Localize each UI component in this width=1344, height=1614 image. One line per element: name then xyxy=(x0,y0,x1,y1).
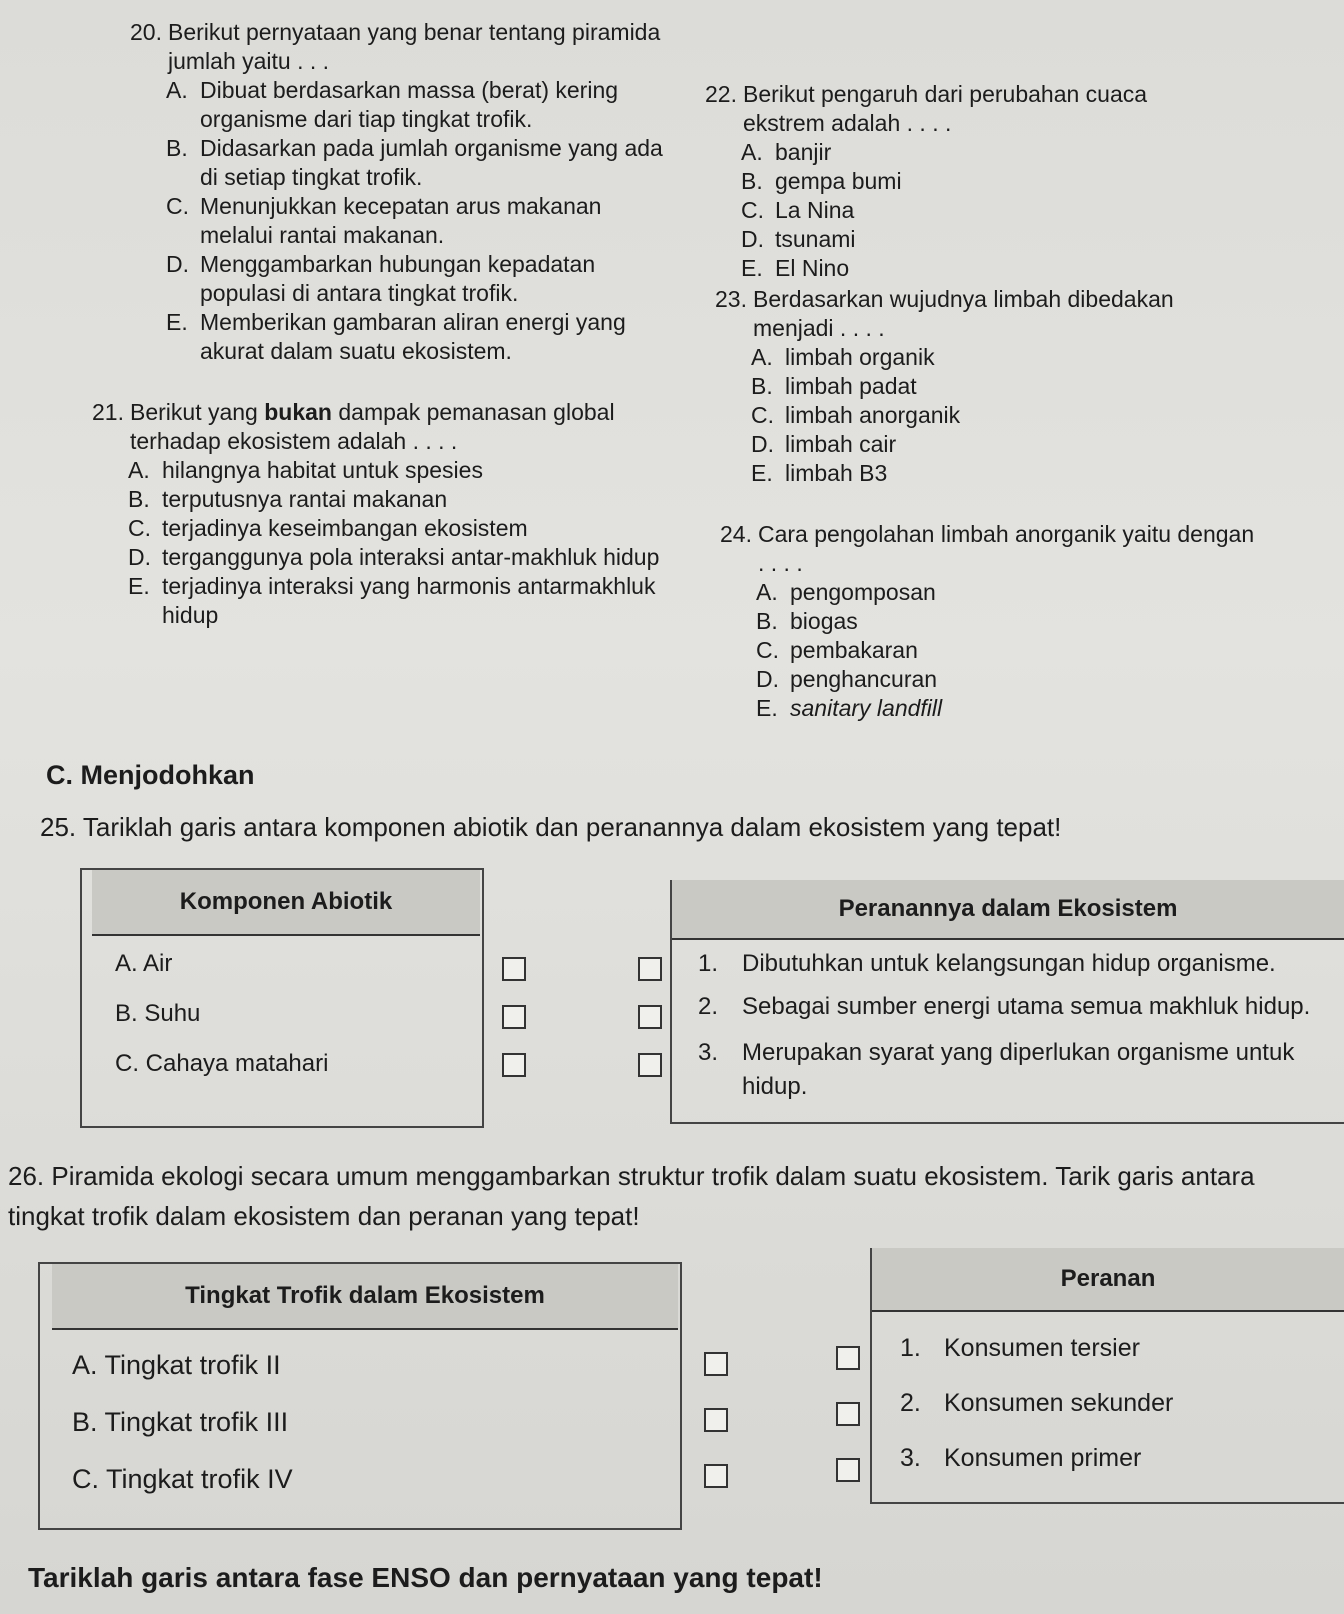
option-b[interactable] xyxy=(756,607,1260,636)
q26-left-item: A. Tingkat trofik II xyxy=(72,1350,281,1380)
option-text: Memberikan gambaran aliran energi yang akurat dalam suatu ekosistem. xyxy=(200,309,626,364)
option-text: pengomposan xyxy=(790,579,936,605)
match-dot-left-c[interactable] xyxy=(502,1053,526,1077)
option-text: pembakaran xyxy=(790,637,918,663)
question-number: 21. xyxy=(92,399,124,425)
match-dot-left-a[interactable] xyxy=(502,957,526,981)
option-b[interactable] xyxy=(166,134,670,192)
match-dot-left-b[interactable] xyxy=(502,1005,526,1029)
option-letter: A. xyxy=(128,457,150,483)
option-letter: B. xyxy=(741,168,763,194)
q25-right-bottom-border xyxy=(670,1122,1344,1124)
option-text: Didasarkan pada jumlah organisme yang ada di setiap tingkat trofik. xyxy=(200,135,663,190)
q25-right-list: 1. Dibutuhkan untuk kelangsungan hidup organisme. 2. Sebagai sumber energi utama semua makhluk hidup. 3. Merupakan syarat yang diperlukan organisme untuk hidup. xyxy=(698,950,1338,1119)
question-stem: Berikut yang bukan dampak pemanasan global terhadap ekosistem adalah . . . . xyxy=(130,399,615,454)
option-a[interactable] xyxy=(166,76,670,134)
question-25-instruction: 25. Tariklah garis antara komponen abiotik dan peranannya dalam ekosistem yang tepat! xyxy=(40,812,1062,842)
option-letter: C. xyxy=(128,515,151,541)
option-letter: B. xyxy=(751,373,773,399)
next-instruction: Tariklah garis antara fase ENSO dan pernyataan yang tepat! xyxy=(28,1562,823,1593)
match-dot-right-1[interactable] xyxy=(836,1346,860,1370)
option-text: terjadinya interaksi yang harmonis antarmakhluk hidup xyxy=(162,573,656,628)
option-e[interactable] xyxy=(128,572,672,630)
q25-right-item: Dibutuhkan untuk kelangsungan hidup organisme. xyxy=(742,950,1276,977)
option-letter: C. xyxy=(741,197,764,223)
q25-left-item: C. Cahaya matahari xyxy=(115,1050,329,1077)
option-letter: E. xyxy=(166,309,188,335)
option-text: biogas xyxy=(790,608,858,634)
option-d[interactable] xyxy=(166,250,670,308)
q26-right-bottom-border xyxy=(870,1502,1344,1504)
match-dot-left-a[interactable] xyxy=(704,1352,728,1376)
option-letter: A. xyxy=(166,77,188,103)
q25-right-header: Peranannya dalam Ekosistem xyxy=(672,880,1344,940)
section-heading: C. Menjodohkan xyxy=(46,760,255,790)
question-24 xyxy=(720,520,1260,723)
option-letter: B. xyxy=(128,486,150,512)
q26-right-item: Konsumen tersier xyxy=(944,1334,1140,1362)
question-stem: Berikut pernyataan yang benar tentang piramida jumlah yaitu . . . xyxy=(168,19,661,74)
option-text: Menunjukkan kecepatan arus makanan melalui rantai makanan. xyxy=(200,193,602,248)
question-number: 23. xyxy=(715,286,747,312)
question-number: 22. xyxy=(705,81,737,107)
option-text: El Nino xyxy=(775,255,850,281)
question-22 xyxy=(705,80,1195,283)
option-text: Dibuat berdasarkan massa (berat) kering organisme dari tiap tingkat trofik. xyxy=(200,77,619,132)
q25-left-list xyxy=(115,950,328,1078)
option-e[interactable] xyxy=(751,459,1235,488)
option-text: limbah organik xyxy=(785,344,935,370)
option-text: terjadinya keseimbangan ekosistem xyxy=(162,515,528,541)
option-a[interactable] xyxy=(128,456,672,485)
option-text: tsunami xyxy=(775,226,856,252)
question-stem: Cara pengolahan limbah anorganik yaitu dengan . . . . xyxy=(758,521,1255,576)
option-letter: B. xyxy=(166,135,188,161)
option-letter: E. xyxy=(128,573,150,599)
option-letter: B. xyxy=(756,608,778,634)
match-dot-right-1[interactable] xyxy=(638,957,662,981)
match-dot-right-2[interactable] xyxy=(836,1402,860,1426)
option-text: banjir xyxy=(775,139,832,165)
question-number: 24. xyxy=(720,521,752,547)
match-dot-right-2[interactable] xyxy=(638,1005,662,1029)
option-text: limbah padat xyxy=(785,373,917,399)
option-text: sanitary landfill xyxy=(790,695,943,721)
option-a[interactable] xyxy=(756,578,1260,607)
match-dot-right-3[interactable] xyxy=(836,1458,860,1482)
option-letter: C. xyxy=(166,193,189,219)
option-letter: E. xyxy=(751,460,773,486)
option-text: terputusnya rantai makanan xyxy=(162,486,448,512)
option-d[interactable] xyxy=(756,665,1260,694)
option-letter: E. xyxy=(741,255,763,281)
option-e[interactable] xyxy=(741,254,1195,283)
emphasis-bukan: bukan xyxy=(264,399,332,425)
option-a[interactable] xyxy=(751,343,1235,372)
q26-left-header: Tingkat Trofik dalam Ekosistem xyxy=(52,1264,678,1330)
q26-right-header: Peranan xyxy=(872,1248,1344,1312)
option-c[interactable] xyxy=(741,196,1195,225)
option-letter: E. xyxy=(756,695,778,721)
q25-left-header: Komponen Abiotik xyxy=(92,870,480,936)
option-text: gempa bumi xyxy=(775,168,902,194)
option-letter: D. xyxy=(756,666,779,692)
option-b[interactable] xyxy=(741,167,1195,196)
option-letter: D. xyxy=(166,251,189,277)
q26-right-item: Konsumen primer xyxy=(944,1444,1142,1472)
match-dot-left-c[interactable] xyxy=(704,1464,728,1488)
option-c[interactable] xyxy=(751,401,1235,430)
option-d[interactable] xyxy=(128,543,672,572)
match-dot-right-3[interactable] xyxy=(638,1053,662,1077)
option-text: hilangnya habitat untuk spesies xyxy=(162,457,483,483)
option-c[interactable] xyxy=(756,636,1260,665)
option-b[interactable] xyxy=(751,372,1235,401)
option-letter: A. xyxy=(756,579,778,605)
option-letter: D. xyxy=(751,431,774,457)
q26-right-item: Konsumen sekunder xyxy=(944,1389,1174,1417)
q25-right-item: Sebagai sumber energi utama semua makhluk hidup. xyxy=(742,993,1311,1020)
question-26-instruction: 26. Piramida ekologi secara umum menggambarkan struktur trofik dalam suatu ekosistem. Tarik garis antara tingkat trofik dalam ekosistem dan peranan yang tepat! xyxy=(8,1161,1255,1231)
question-21 xyxy=(92,398,672,630)
question-stem: Berdasarkan wujudnya limbah dibedakan menjadi . . . . xyxy=(753,286,1174,341)
option-a[interactable] xyxy=(741,138,1195,167)
option-text: limbah B3 xyxy=(785,460,888,486)
option-text: La Nina xyxy=(775,197,855,223)
q26-left-item: B. Tingkat trofik III xyxy=(72,1407,289,1437)
option-letter: A. xyxy=(741,139,763,165)
option-e[interactable] xyxy=(756,694,1260,723)
option-c[interactable] xyxy=(166,192,670,250)
option-e[interactable] xyxy=(166,308,670,366)
option-letter: C. xyxy=(751,402,774,428)
q26-left-item: C. Tingkat trofik IV xyxy=(72,1464,293,1494)
q25-right-item: Merupakan syarat yang diperlukan organisme untuk hidup. xyxy=(742,1039,1295,1100)
option-d[interactable] xyxy=(741,225,1195,254)
question-20 xyxy=(130,18,670,366)
option-letter: C. xyxy=(756,637,779,663)
option-letter: D. xyxy=(741,226,764,252)
q26-left-list xyxy=(72,1350,293,1495)
option-b[interactable] xyxy=(128,485,672,514)
match-dot-left-b[interactable] xyxy=(704,1408,728,1432)
question-23 xyxy=(715,285,1235,488)
q25-left-item: B. Suhu xyxy=(115,1000,201,1027)
question-number: 20. xyxy=(130,19,162,45)
q25-left-item: A. Air xyxy=(115,950,173,977)
question-stem: Berikut pengaruh dari perubahan cuaca ekstrem adalah . . . . xyxy=(743,81,1148,136)
option-text: penghancuran xyxy=(790,666,938,692)
option-text: terganggunya pola interaksi antar-makhluk hidup xyxy=(162,544,660,570)
option-text: limbah cair xyxy=(785,431,897,457)
q26-right-list: 1. Konsumen tersier 2. Konsumen sekunder 3. Konsumen primer xyxy=(900,1334,1174,1472)
option-text: Menggambarkan hubungan kepadatan populasi di antara tingkat trofik. xyxy=(200,251,596,306)
option-c[interactable] xyxy=(128,514,672,543)
option-d[interactable] xyxy=(751,430,1235,459)
option-letter: D. xyxy=(128,544,151,570)
option-text: limbah anorganik xyxy=(785,402,961,428)
option-letter: A. xyxy=(751,344,773,370)
